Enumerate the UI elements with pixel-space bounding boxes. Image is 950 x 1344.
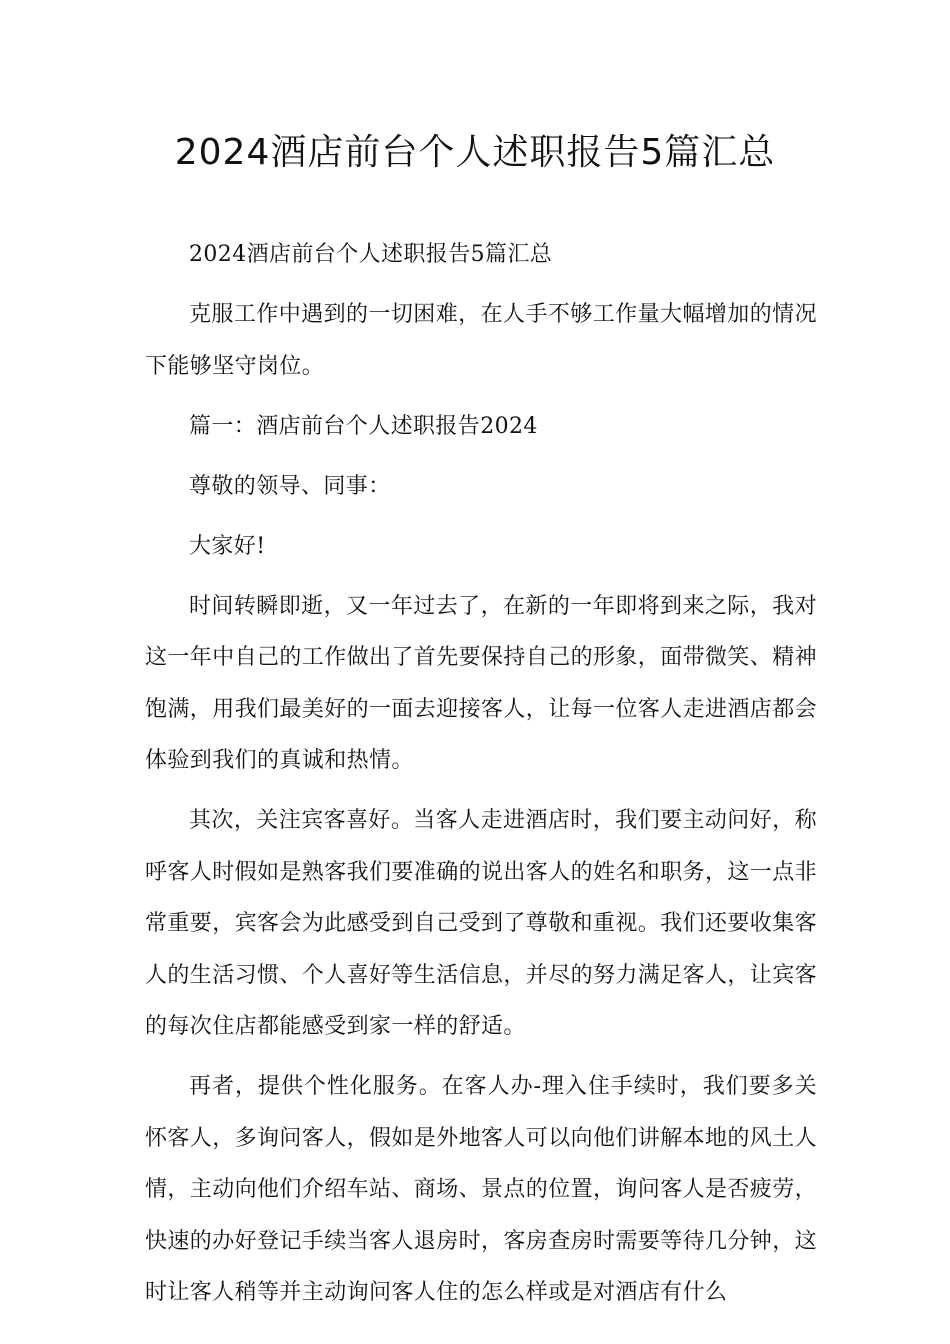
document-body bbox=[145, 229, 817, 1327]
paragraph-subtitle: 2024酒店前台个人述职报告5篇汇总 bbox=[189, 242, 553, 267]
paragraph-body: 其次，关注宾客喜好。当客人走进酒店时，我们要主动问好，称呼客人时假如是熟客我们要准确的说出客人的姓名和职务，这一点非常重要，宾客会为此感受到自己受到了尊敬和重视。我们还要收集客人的生活习惯、个人喜好等生活信息，并尽的努力满足客人，让宾客的每次住店都能感受到家一样的舒适。 bbox=[145, 808, 818, 1039]
paragraph-section-heading: 篇一：酒店前台个人述职报告2024 bbox=[189, 413, 538, 439]
paragraph-salutation: 尊敬的领导、同事： bbox=[189, 473, 391, 499]
paragraph-body: 再者，提供个性化服务。在客人办-理入住手续时，我们要多关怀客人，多询问客人，假如是外地客人可以向他们讲解本地的风土人情，主动向他们介绍车站、商场、景点的位置，询问客人是否疲劳，快速的办好登记手续当客人退房时，客房查房时需要等待几分钟，这时让客人稍等并主动询问客人住的怎么样或是对酒店有什么 bbox=[145, 1074, 818, 1305]
document-title: 2024酒店前台个人述职报告5篇汇总 bbox=[174, 132, 776, 173]
paragraph-body: 时间转瞬即逝，又一年过去了，在新的一年即将到来之际，我对这一年中自己的工作做出了首先要保持自己的形象，面带微笑、精神饱满，用我们最美好的一面去迎接客人，让每一位客人走进酒店都会体验到我们的真诚和热情。 bbox=[145, 593, 818, 773]
paragraph-intro: 克服工作中遇到的一切困难，在人手不够工作量大幅增加的情况下能够坚守岗位。 bbox=[145, 302, 817, 379]
paragraph-greeting: 大家好! bbox=[189, 533, 266, 559]
